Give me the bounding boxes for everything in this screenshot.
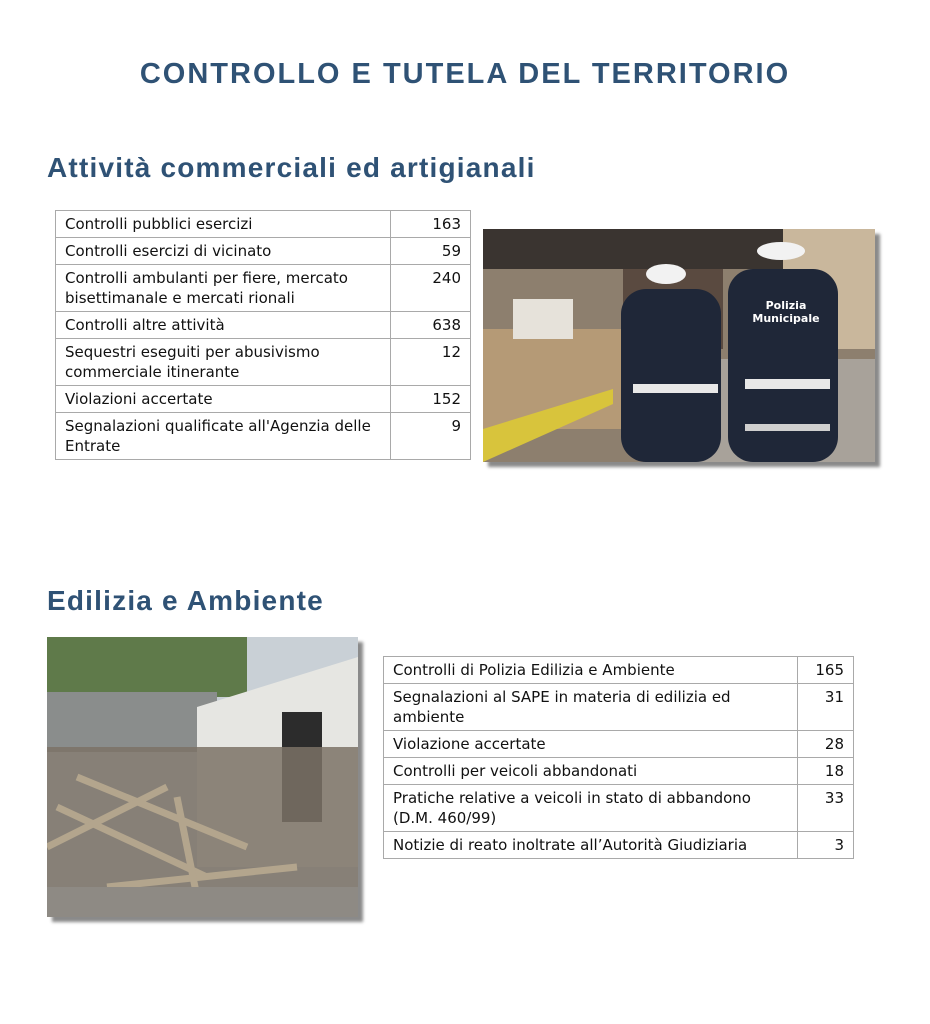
row-label: Controlli ambulanti per fiere, mercato bisettimanale e mercati rionali <box>56 265 391 312</box>
row-value: 9 <box>391 413 471 460</box>
row-value: 165 <box>798 657 854 684</box>
row-label: Sequestri eseguiti per abusivismo commerciale itinerante <box>56 339 391 386</box>
row-value: 3 <box>798 832 854 859</box>
table-row <box>384 785 854 832</box>
construction-debris-photo <box>47 637 358 917</box>
row-label: Segnalazioni qualificate all'Agenzia delle Entrate <box>56 413 391 460</box>
section-heading-commercial: Attività commerciali ed artigianali <box>47 152 536 183</box>
table-row <box>384 758 854 785</box>
table-row <box>384 731 854 758</box>
market-police-photo <box>483 229 875 462</box>
table-row <box>56 211 471 238</box>
building-environment-table <box>383 656 854 859</box>
row-value: 18 <box>798 758 854 785</box>
row-value: 33 <box>798 785 854 832</box>
row-value: 163 <box>391 211 471 238</box>
row-label: Pratiche relative a veicoli in stato di abbandono (D.M. 460/99) <box>384 785 798 832</box>
row-value: 31 <box>798 684 854 731</box>
table-row <box>56 312 471 339</box>
row-label: Controlli di Polizia Edilizia e Ambiente <box>384 657 798 684</box>
table-row <box>56 413 471 460</box>
section-heading-building: Edilizia e Ambiente <box>47 585 324 616</box>
row-label: Controlli esercizi di vicinato <box>56 238 391 265</box>
row-value: 59 <box>391 238 471 265</box>
table-row <box>56 339 471 386</box>
table-row <box>56 238 471 265</box>
row-value: 28 <box>798 731 854 758</box>
table-row <box>384 684 854 731</box>
row-label: Segnalazioni al SAPE in materia di edilizia ed ambiente <box>384 684 798 731</box>
table-row <box>384 832 854 859</box>
page-title: CONTROLLO E TUTELA DEL TERRITORIO <box>139 58 791 90</box>
photo-jacket-text: Polizia <box>765 299 807 312</box>
row-label: Controlli per veicoli abbandonati <box>384 758 798 785</box>
table-row <box>384 657 854 684</box>
row-label: Controlli altre attività <box>56 312 391 339</box>
table-row <box>56 265 471 312</box>
row-value: 240 <box>391 265 471 312</box>
row-label: Violazione accertate <box>384 731 798 758</box>
row-label: Violazioni accertate <box>56 386 391 413</box>
row-label: Notizie di reato inoltrate all’Autorità Giudiziaria <box>384 832 798 859</box>
row-value: 152 <box>391 386 471 413</box>
svg-text:Municipale: Municipale <box>752 312 820 325</box>
commercial-table <box>55 210 471 460</box>
row-value: 12 <box>391 339 471 386</box>
table-row <box>56 386 471 413</box>
row-label: Controlli pubblici esercizi <box>56 211 391 238</box>
row-value: 638 <box>391 312 471 339</box>
